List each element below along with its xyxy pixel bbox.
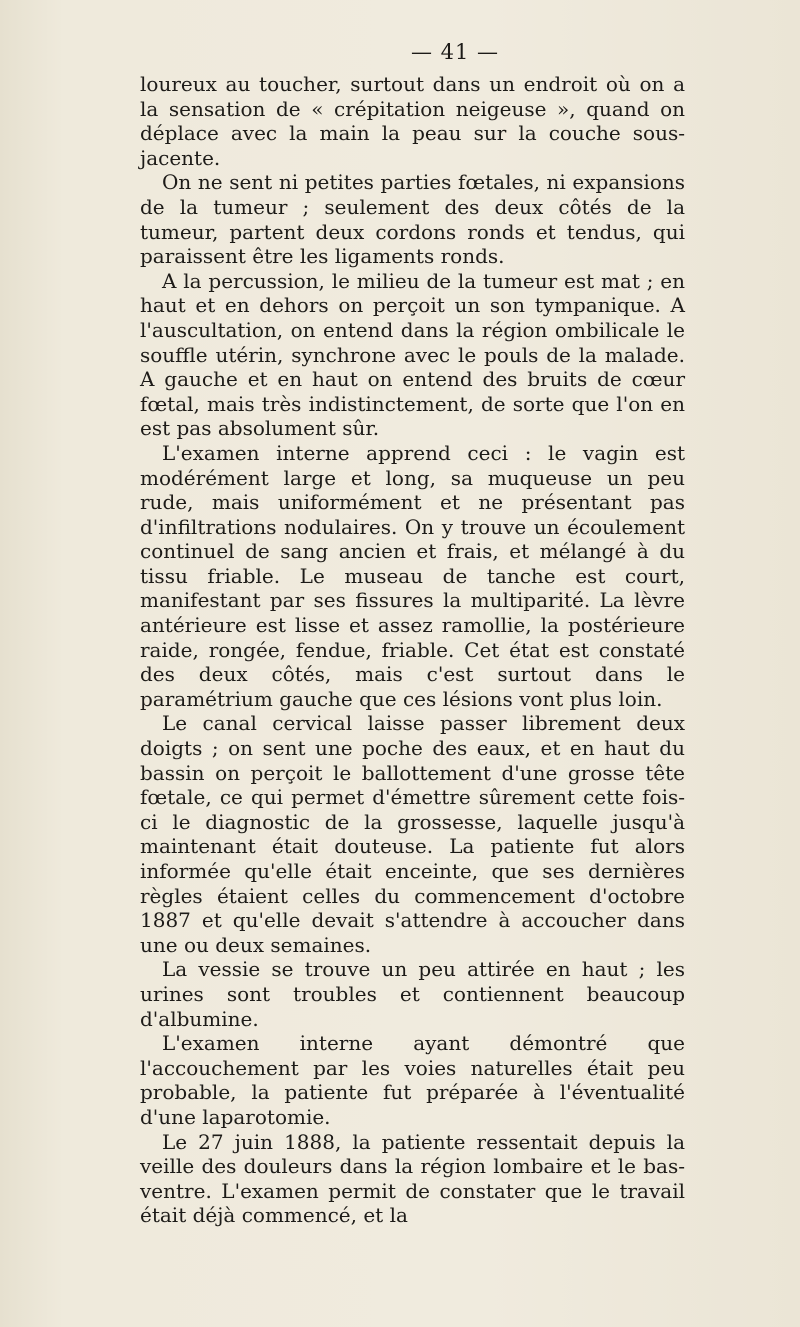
- paragraph-4: L'examen interne apprend ceci : le vagin est modérément large et long, sa muqueuse un peu rude, mais uniformément et ne présentant pas d'infiltrations nodulaires. On y trouve un écoulement continuel de sang ancien et frais, et mélangé à du tissu friable. Le museau de tanche est court, manifestant par ses fissures la multiparité. La lèvre antérieure est lisse et assez ramollie, la postérieure raide, rongée, fendue, friable. Cet état est constaté des deux côtés, mais c'est surtout dans le paramétrium gauche que ces lésions vont plus loin.: [140, 440, 685, 711]
- body-text: [140, 72, 685, 1228]
- paragraph-2: On ne sent ni petites parties fœtales, ni expansions de la tumeur ; seulement des deux côtés de la tumeur, partent deux cordons ronds et tendus, qui paraissent être les ligaments ronds.: [140, 170, 685, 269]
- paragraph-8: Le 27 juin 1888, la patiente ressentait depuis la veille des douleurs dans la région lombaire et le bas-ventre. L'examen permit de constater que le travail était déjà commencé, et la: [140, 1129, 685, 1228]
- page-number: — 41 —: [410, 40, 500, 64]
- paragraph-7: L'examen interne ayant démontré que l'accouchement par les voies naturelles était peu probable, la patiente fut préparée à l'éventualité d'une laparotomie.: [140, 1031, 685, 1129]
- paragraph-5: Le canal cervical laisse passer librement deux doigts ; on sent une poche des eaux, et en haut du bassin on perçoit le ballottement d'une grosse tête fœtale, ce qui permet d'émettre sûrement cette fois-ci le diagnostic de la grossesse, laquelle jusqu'à maintenant était douteuse. La patiente fut alors informée qu'elle était enceinte, que ses dernières règles étaient celles du commencement d'octobre 1887 et qu'elle devait s'attendre à accoucher dans une ou deux semaines.: [140, 711, 685, 957]
- paragraph-1: loureux au toucher, surtout dans un endroit où on a la sensation de « crépitation neigeuse », quand on déplace avec la main la peau sur la couche sous-jacente.: [140, 72, 685, 170]
- paragraph-3: A la percussion, le milieu de la tumeur est mat ; en haut et en dehors on perçoit un son tympanique. A l'auscultation, on entend dans la région ombilicale le souffle utérin, synchrone avec le pouls de la malade. A gauche et en haut on entend des bruits de cœur fœtal, mais très indistinctement, de sorte que l'on en est pas absolument sûr.: [140, 268, 685, 441]
- paragraph-6: La vessie se trouve un peu attirée en haut ; les urines sont troubles et contiennent beaucoup d'albumine.: [140, 957, 685, 1031]
